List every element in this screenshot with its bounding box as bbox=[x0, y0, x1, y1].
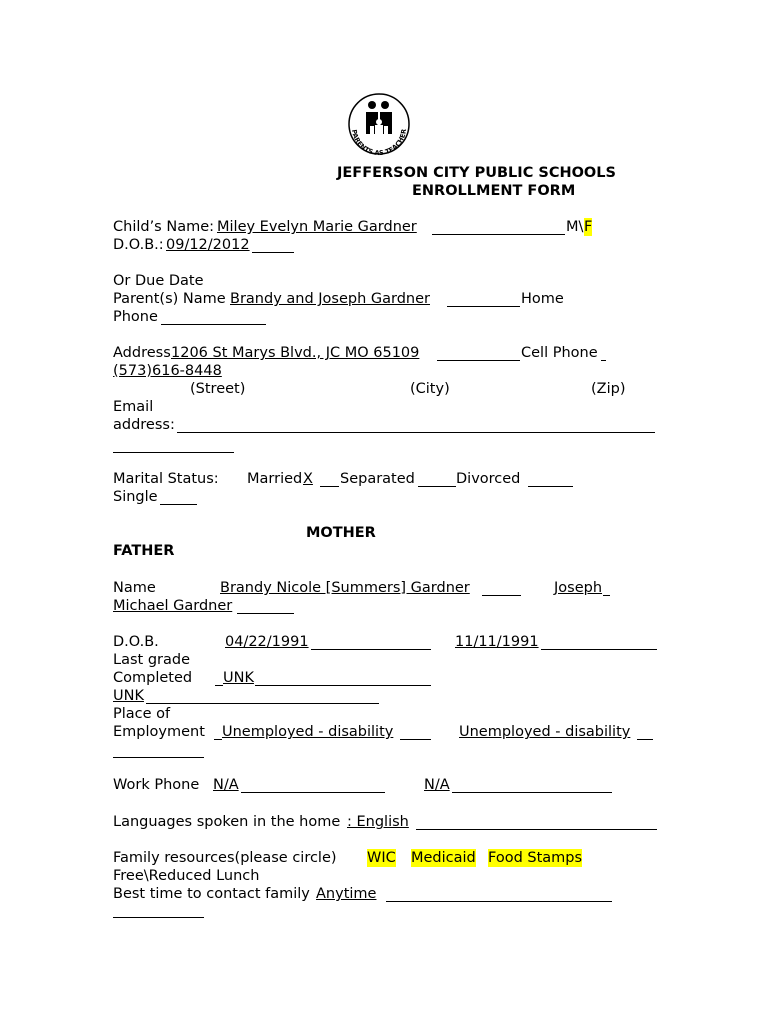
mother-grade-prefix-line bbox=[215, 685, 223, 686]
zip-caption: (Zip) bbox=[591, 381, 626, 397]
best-time-underline bbox=[386, 901, 612, 902]
mother-work-phone-value[interactable]: N/A bbox=[213, 777, 239, 793]
due-date-label: Or Due Date bbox=[113, 273, 204, 289]
child-dob-underline bbox=[252, 252, 294, 253]
parents-as-teachers-logo bbox=[338, 92, 420, 170]
father-work-phone-underline bbox=[452, 792, 612, 793]
cell-phone-label: Cell Phone bbox=[521, 345, 598, 361]
employment-label-1: Place of bbox=[113, 706, 171, 722]
last-grade-label-1: Last grade bbox=[113, 652, 190, 668]
father-grade-underline bbox=[146, 703, 379, 704]
best-time-label: Best time to contact family bbox=[113, 886, 310, 902]
mother-dob-value[interactable]: 04/22/1991 bbox=[225, 634, 309, 650]
parent-dob-label: D.O.B. bbox=[113, 634, 159, 650]
separated-label: Separated bbox=[340, 471, 415, 487]
cell-phone-underline bbox=[601, 360, 606, 361]
address-underline bbox=[437, 360, 520, 361]
email-field[interactable] bbox=[177, 432, 655, 433]
single-field[interactable] bbox=[160, 504, 197, 505]
child-sex-selected[interactable]: F bbox=[584, 219, 593, 235]
mother-name-underline bbox=[482, 595, 521, 596]
separated-field[interactable] bbox=[418, 486, 456, 487]
mother-grade-underline bbox=[255, 685, 431, 686]
cell-phone-value[interactable]: (573)616-8448 bbox=[113, 363, 222, 379]
child-sex-m: M\ bbox=[566, 219, 584, 235]
parents-name-label: Parent(s) Name bbox=[113, 291, 226, 307]
home-phone-label: Home bbox=[521, 291, 564, 307]
address-label: Address bbox=[113, 345, 171, 361]
employment-label-2: Employment bbox=[113, 724, 205, 740]
child-dob-value[interactable]: 09/12/2012 bbox=[166, 237, 250, 253]
languages-value[interactable]: : English bbox=[347, 814, 409, 830]
email-label-line1: Email bbox=[113, 399, 154, 415]
form-title: ENROLLMENT FORM bbox=[412, 183, 576, 199]
mother-employment-underline bbox=[400, 739, 431, 740]
father-name-underline-2 bbox=[237, 613, 294, 614]
father-name-underline-1 bbox=[603, 595, 610, 596]
resource-medicaid[interactable]: Medicaid bbox=[411, 850, 476, 866]
parents-name-underline bbox=[447, 306, 520, 307]
child-name-underline bbox=[432, 234, 565, 235]
father-dob-value[interactable]: 11/11/1991 bbox=[455, 634, 539, 650]
married-mark[interactable]: X bbox=[303, 471, 313, 487]
father-employment-underline bbox=[637, 739, 653, 740]
divorced-label: Divorced bbox=[456, 471, 521, 487]
father-employment-value[interactable]: Unemployed - disability bbox=[459, 724, 631, 740]
languages-label: Languages spoken in the home bbox=[113, 814, 341, 830]
mother-employment-prefix-line bbox=[214, 739, 222, 740]
resource-food-stamps[interactable]: Food Stamps bbox=[488, 850, 583, 866]
best-time-continued-line bbox=[113, 917, 204, 918]
family-resources-label: Family resources(please circle) bbox=[113, 850, 337, 866]
mother-work-phone-underline bbox=[241, 792, 385, 793]
employment-continued-line bbox=[113, 757, 204, 758]
mother-grade-value[interactable]: UNK bbox=[223, 670, 254, 686]
resource-free-lunch[interactable]: Free\Reduced Lunch bbox=[113, 868, 260, 884]
parents-name-value[interactable]: Brandy and Joseph Gardner bbox=[230, 291, 430, 307]
mother-name-value[interactable]: Brandy Nicole [Summers] Gardner bbox=[220, 580, 470, 596]
home-phone-field[interactable] bbox=[161, 324, 266, 325]
married-underline bbox=[320, 486, 339, 487]
address-value[interactable]: 1206 St Marys Blvd., JC MO 65109 bbox=[171, 345, 420, 361]
father-name-value-2[interactable]: Michael Gardner bbox=[113, 598, 233, 614]
resource-wic[interactable]: WIC bbox=[367, 850, 396, 866]
parent-name-label: Name bbox=[113, 580, 156, 596]
city-caption: (City) bbox=[410, 381, 450, 397]
last-grade-label-2: Completed bbox=[113, 670, 193, 686]
marital-status-label: Marital Status: bbox=[113, 471, 219, 487]
street-caption: (Street) bbox=[190, 381, 246, 397]
child-name-value[interactable]: Miley Evelyn Marie Gardner bbox=[217, 219, 417, 235]
father-grade-value[interactable]: UNK bbox=[113, 688, 144, 704]
mother-dob-underline bbox=[311, 649, 431, 650]
married-label: Married bbox=[247, 471, 303, 487]
work-phone-label: Work Phone bbox=[113, 777, 200, 793]
mother-header: MOTHER bbox=[306, 525, 376, 541]
languages-underline bbox=[416, 829, 657, 830]
child-dob-label: D.O.B.: bbox=[113, 237, 164, 253]
father-header: FATHER bbox=[113, 543, 175, 559]
father-dob-underline bbox=[541, 649, 657, 650]
father-name-value-1[interactable]: Joseph bbox=[554, 580, 603, 596]
phone-label: Phone bbox=[113, 309, 158, 325]
divorced-field[interactable] bbox=[528, 486, 573, 487]
father-work-phone-value[interactable]: N/A bbox=[424, 777, 450, 793]
single-label: Single bbox=[113, 489, 158, 505]
logo-text: PARENTS AS TEACHER bbox=[350, 128, 409, 158]
school-title: JEFFERSON CITY PUBLIC SCHOOLS bbox=[337, 165, 616, 181]
email-field-continued[interactable] bbox=[113, 452, 234, 453]
mother-employment-value[interactable]: Unemployed - disability bbox=[222, 724, 394, 740]
best-time-value[interactable]: Anytime bbox=[316, 886, 377, 902]
child-name-label: Child’s Name: bbox=[113, 219, 215, 235]
email-label-line2: address: bbox=[113, 417, 175, 433]
